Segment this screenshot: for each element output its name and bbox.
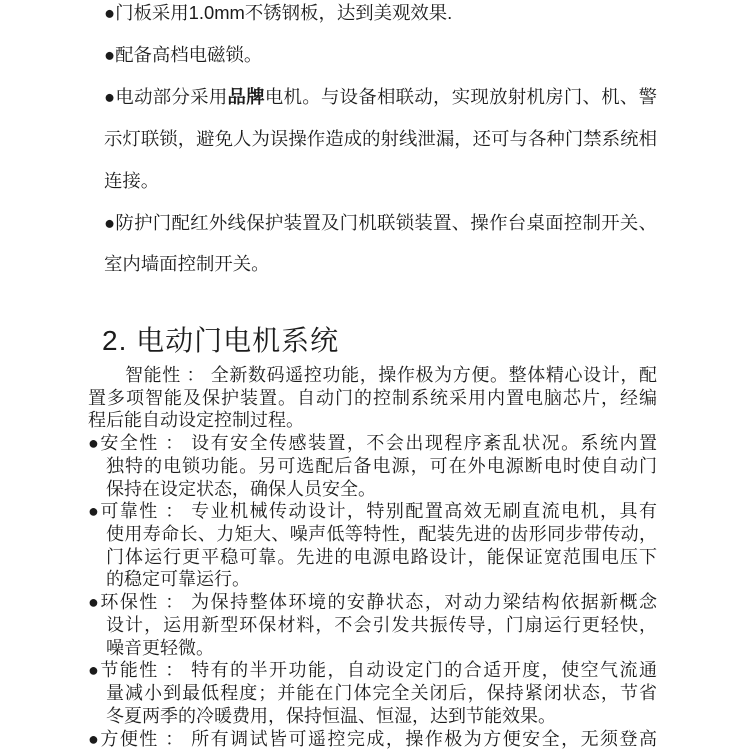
feature-line-motor-cont-1: 示灯联锁，避免人为误操作造成的射线泄漏，还可与各种门禁系统相	[104, 127, 657, 149]
text-line: 独特的电锁功能。另可选配后备电源，可在外电源断电时使自动门	[106, 455, 657, 476]
feature-bullet-list	[104, 0, 657, 285]
text-line: ●安全性 ： 设有安全传感装置，不会出现程序紊乱状况。系统内置	[88, 433, 657, 454]
text-line: 量减小到最低程度；并能在门体完全关闭后，保持紧闭状态，节省	[106, 683, 657, 704]
bold-text-run: 品牌	[227, 85, 265, 107]
paragraph-reliability	[88, 500, 657, 591]
feature-line-motor	[104, 76, 657, 118]
paragraph-environment	[88, 591, 657, 659]
text-line: 设计，运用新型环保材料，不会引发共振传导，门扇运行更轻快，	[106, 614, 657, 635]
text-line: ●方便性 ： 所有调试皆可遥控完成，操作极为方便安全，无须登高	[88, 728, 657, 749]
text-line: 的稳定可靠运行。	[106, 569, 250, 590]
feature-line-motor-cont-2: 连接。	[104, 169, 160, 191]
feature-line-magnetic-lock: ●配备高档电磁锁。	[104, 43, 263, 65]
text-line: ●可靠性 ： 专业机械传动设计，特别配置高效无刷直流电机，具有	[88, 501, 657, 522]
paragraph-safety	[88, 432, 657, 500]
paragraph-intelligence	[88, 364, 657, 432]
text-line: 门体运行更平稳可靠。先进的电源电路设计，能保证宽范围电压下	[106, 546, 657, 567]
feature-line-door-panel: ●门板采用1.0mm不锈钢板，达到美观效果.	[104, 2, 453, 23]
paragraph-convenience	[88, 728, 657, 750]
text-line: 噪音更轻微。	[106, 637, 214, 658]
paragraph-energy	[88, 659, 657, 727]
text-line: 智能性 ： 全新数码遥控功能，操作极为方便。整体精心设计，配	[125, 365, 657, 385]
section-heading: 2. 电动门电机系统	[102, 325, 340, 356]
text-run: ●电动部分采用	[104, 85, 228, 107]
feature-line-protection: ●防护门配红外线保护装置及门机联锁装置、操作台桌面控制开关、	[104, 211, 657, 233]
text-line: 冬夏两季的冷暖费用，保持恒温、恒湿，达到节能效果。	[106, 705, 556, 726]
feature-line-protection-cont: 室内墙面控制开关。	[104, 253, 270, 275]
text-line: ●节能性 ： 特有的半开功能，自动设定门的合适开度，使空气流通	[88, 660, 657, 681]
text-line: ●环保性 ： 为保持整体环境的安静状态，对动力梁结构依据新概念	[88, 592, 657, 613]
text-run: 电机。与设备相联动，实现放射机房门、机、警	[264, 85, 657, 107]
motor-system-section	[88, 364, 657, 750]
text-line: 保持在设定状态，确保人员安全。	[106, 478, 376, 499]
text-line: 程后能自动设定控制过程。	[88, 410, 304, 431]
text-line: 置多项智能及保护装置。自动门的控制系统采用内置电脑芯片，经编	[88, 387, 657, 408]
text-line: 使用寿命长、力矩大、噪声低等特性，配装先进的齿形同步带传动，	[106, 524, 657, 545]
